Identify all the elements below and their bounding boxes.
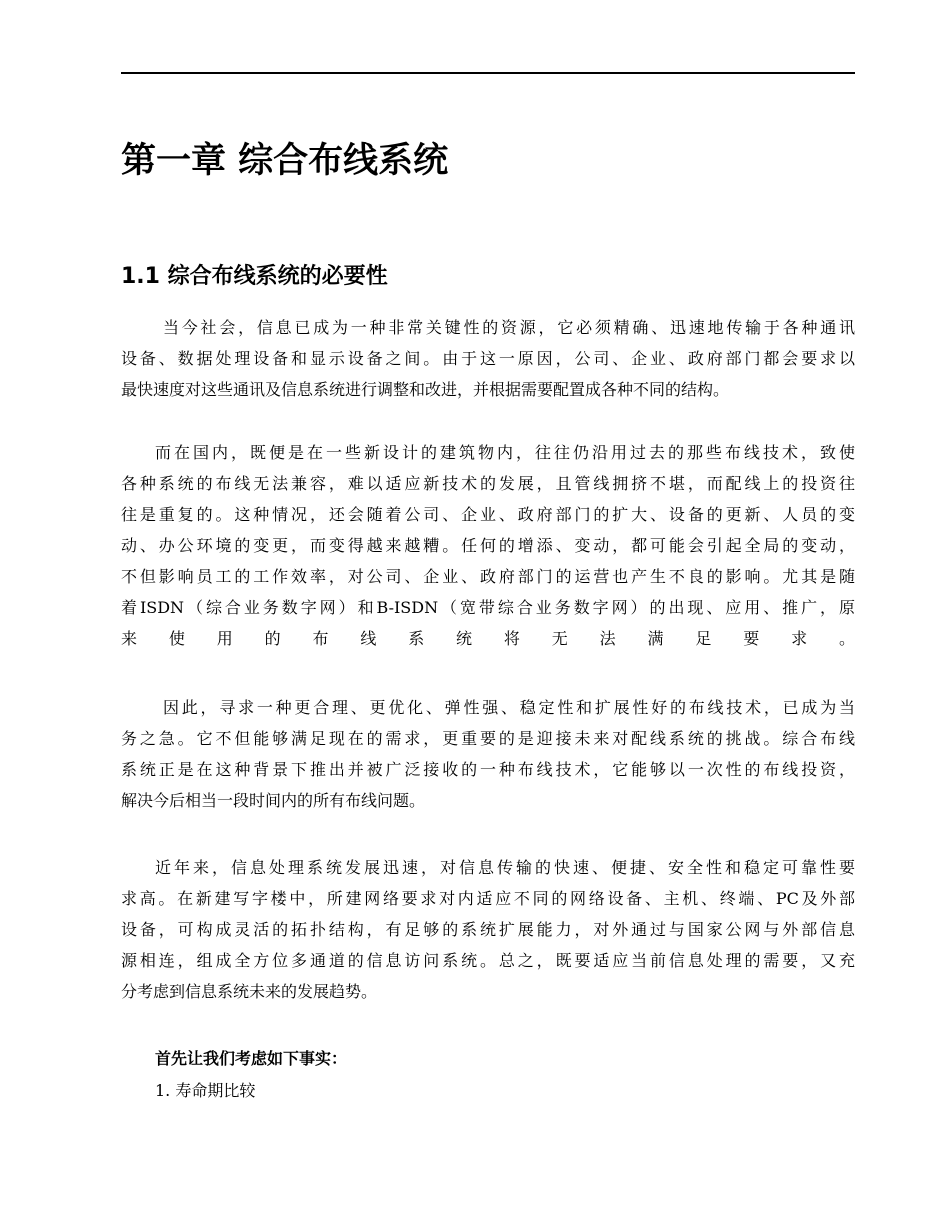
paragraph-line: 往是重复的。这种情况，还会随着公司、企业、政府部门的扩大、设备的更新、人员的变	[121, 505, 855, 524]
paragraph-line: 来使用的布线系统将无法满足要求。	[121, 629, 855, 648]
paragraph-line: 因此，寻求一种更合理、更优化、弹性强、稳定性和扩展性好的布线技术，已成为当	[163, 698, 855, 717]
paragraph-line: 设备，可构成灵活的拓扑结构，有足够的系统扩展能力，对外通过与国家公网与外部信息	[121, 920, 855, 939]
paragraph-line: 当今社会，信息已成为一种非常关键性的资源，它必须精确、迅速地传输于各种通讯	[163, 318, 855, 337]
chapter-title: 第一章 综合布线系统	[121, 140, 449, 181]
paragraph-line: 不但影响员工的工作效率，对公司、企业、政府部门的运营也产生不良的影响。尤其是随	[121, 567, 855, 586]
paragraph-line: 着ISDN（综合业务数字网）和B-ISDN（宽带综合业务数字网）的出现、应用、推广，原	[121, 598, 855, 617]
paragraph-line: 设备、数据处理设备和显示设备之间。由于这一原因，公司、企业、政府部门都会要求以	[121, 349, 855, 368]
paragraph-line: 各种系统的布线无法兼容，难以适应新技术的发展，且管线拥挤不堪，而配线上的投资往	[121, 474, 855, 493]
paragraph-line: 最快速度对这些通讯及信息系统进行调整和改进，并根据需要配置成各种不同的结构。	[121, 380, 730, 399]
section-title: 1.1 综合布线系统的必要性	[121, 264, 388, 289]
paragraph-2	[121, 437, 855, 654]
paragraph-4	[121, 852, 855, 1007]
paragraph-1	[121, 312, 855, 405]
paragraph-line: 近年来，信息处理系统发展迅速，对信息传输的快速、便捷、安全性和稳定可靠性要	[155, 858, 855, 877]
paragraph-line: 动、办公环境的变更，而变得越来越糟。任何的增添、变动，都可能会引起全局的变动，	[121, 536, 855, 555]
paragraph-line: 分考虑到信息系统未来的发展趋势。	[121, 982, 378, 1001]
paragraph-line: 求高。在新建写字楼中，所建网络要求对内适应不同的网络设备、主机、终端、PC及外部	[121, 889, 855, 908]
paragraph-3	[121, 692, 855, 816]
paragraph-line: 解决今后相当一段时间内的所有布线问题。	[121, 791, 426, 810]
facts-heading: 首先让我们考虑如下事实：	[155, 1049, 348, 1068]
paragraph-line: 而在国内，既便是在一些新设计的建筑物内，往往仍沿用过去的那些布线技术，致使	[155, 443, 855, 462]
header-rule	[121, 72, 855, 74]
paragraph-line: 源相连，组成全方位多通道的信息访问系统。总之，既要适应当前信息处理的需要，又充	[121, 951, 855, 970]
paragraph-line: 务之急。它不但能够满足现在的需求，更重要的是迎接未来对配线系统的挑战。综合布线	[121, 729, 855, 748]
paragraph-line: 系统正是在这种背景下推出并被广泛接收的一种布线技术，它能够以一次性的布线投资，	[121, 760, 855, 779]
list-item: 1. 寿命期比较	[155, 1081, 256, 1100]
